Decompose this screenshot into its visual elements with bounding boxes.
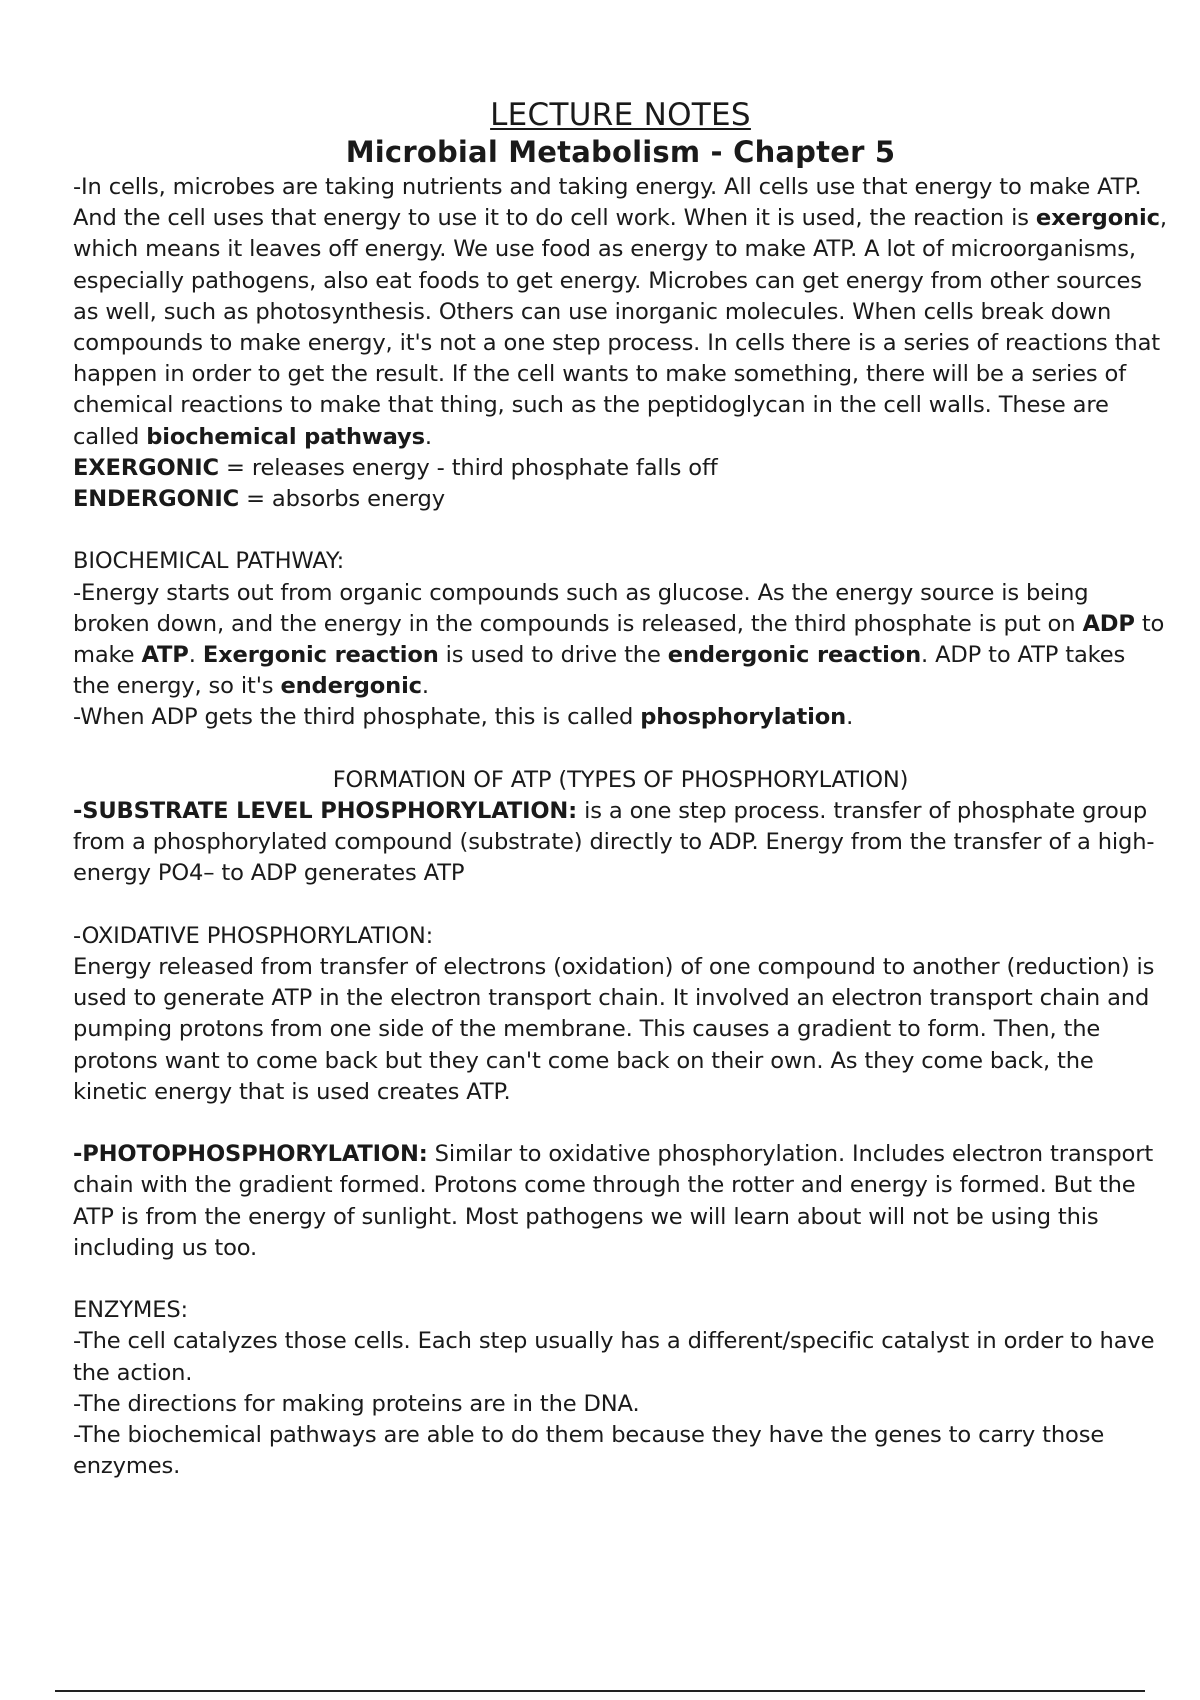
phosphorylation-paragraph: -When ADP gets the third phosphate, this is called phosphorylation. [73,704,854,731]
enzymes-line-2: -The directions for making proteins are in the DNA. [73,1390,640,1417]
section-heading-oxidative: -OXIDATIVE PHOSPHORYLATION: [73,922,434,949]
enzymes-line-1: -The cell catalyzes those cells. Each step usually has a different/specific catalyst in order to have the action. [73,1328,1155,1386]
biochemical-paragraph: -Energy starts out from organic compounds such as glucose. As the energy source is being broken down, and the energy in the compounds is released, the third phosphate is put on ADP to make ATP. Exergonic reaction is used to drive the endergonic reaction. ADP to ATP takes the energy, so it's endergonic. [73,579,1165,700]
intro-paragraph: -In cells, microbes are taking nutrients and taking energy. All cells use that energy to make ATP. And the cell uses that energy to use it to do cell work. When it is used, the reaction is exergonic, which means it leaves off energy. We use food as energy to make ATP. A lot of microorganisms, especially pathogens, also eat foods to get energy. Microbes can get energy from other sources as well, such as photosynthesis. Others can use inorganic molecules. When cells break down compounds to make energy, it's not a one step process. In cells there is a series of reactions that happen in order to get the result. If the cell wants to make something, there will be a series of chemical reactions to make that thing, such as the peptidoglycan in the cell walls. These are called biochemical pathways. [73,174,1167,450]
page-title: LECTURE NOTES [490,97,751,133]
oxidative-paragraph: Energy released from transfer of electrons (oxidation) of one compound to another (reduction) is used to generate ATP in the electron transport chain. It involved an electron transport chain and pumping protons from one side of the membrane. This causes a gradient to form. Then, the protons want to come back but they can't come back on their own. As they come back, the kinetic energy that is used creates ATP. [73,954,1155,1105]
endergonic-definition: ENDERGONIC = absorbs energy [73,486,445,513]
term-biochemical-pathways: biochemical pathways [146,423,425,450]
term-exergonic: exergonic [1035,205,1160,232]
bottom-divider [55,1690,1145,1692]
page-subtitle: Microbial Metabolism - Chapter 5 [345,135,896,169]
section-heading-biochemical-pathway: BIOCHEMICAL PATHWAY: [73,548,345,575]
section-heading-enzymes: ENZYMES: [73,1297,188,1324]
substrate-level-paragraph: -SUBSTRATE LEVEL PHOSPHORYLATION: is a one step process. transfer of phosphate group from a phosphorylated compound (substrate) directly to ADP. Energy from the transfer of a high-energy PO4– to ADP generates ATP [73,798,1155,887]
photophosphorylation-paragraph: -PHOTOPHOSPHORYLATION: Similar to oxidative phosphorylation. Includes electron transport chain with the gradient formed. Protons come through the rotter and energy is formed. But the ATP is from the energy of sunlight. Most pathogens we will learn about will not be using this including us too. [73,1141,1154,1261]
section-heading-formation-of-atp: FORMATION OF ATP (TYPES OF PHOSPHORYLATION) [332,766,909,793]
enzymes-line-3: -The biochemical pathways are able to do them because they have the genes to carry those enzymes. [73,1422,1105,1480]
notes-page [73,96,1168,1482]
exergonic-definition: EXERGONIC = releases energy - third phosphate falls off [73,454,718,481]
